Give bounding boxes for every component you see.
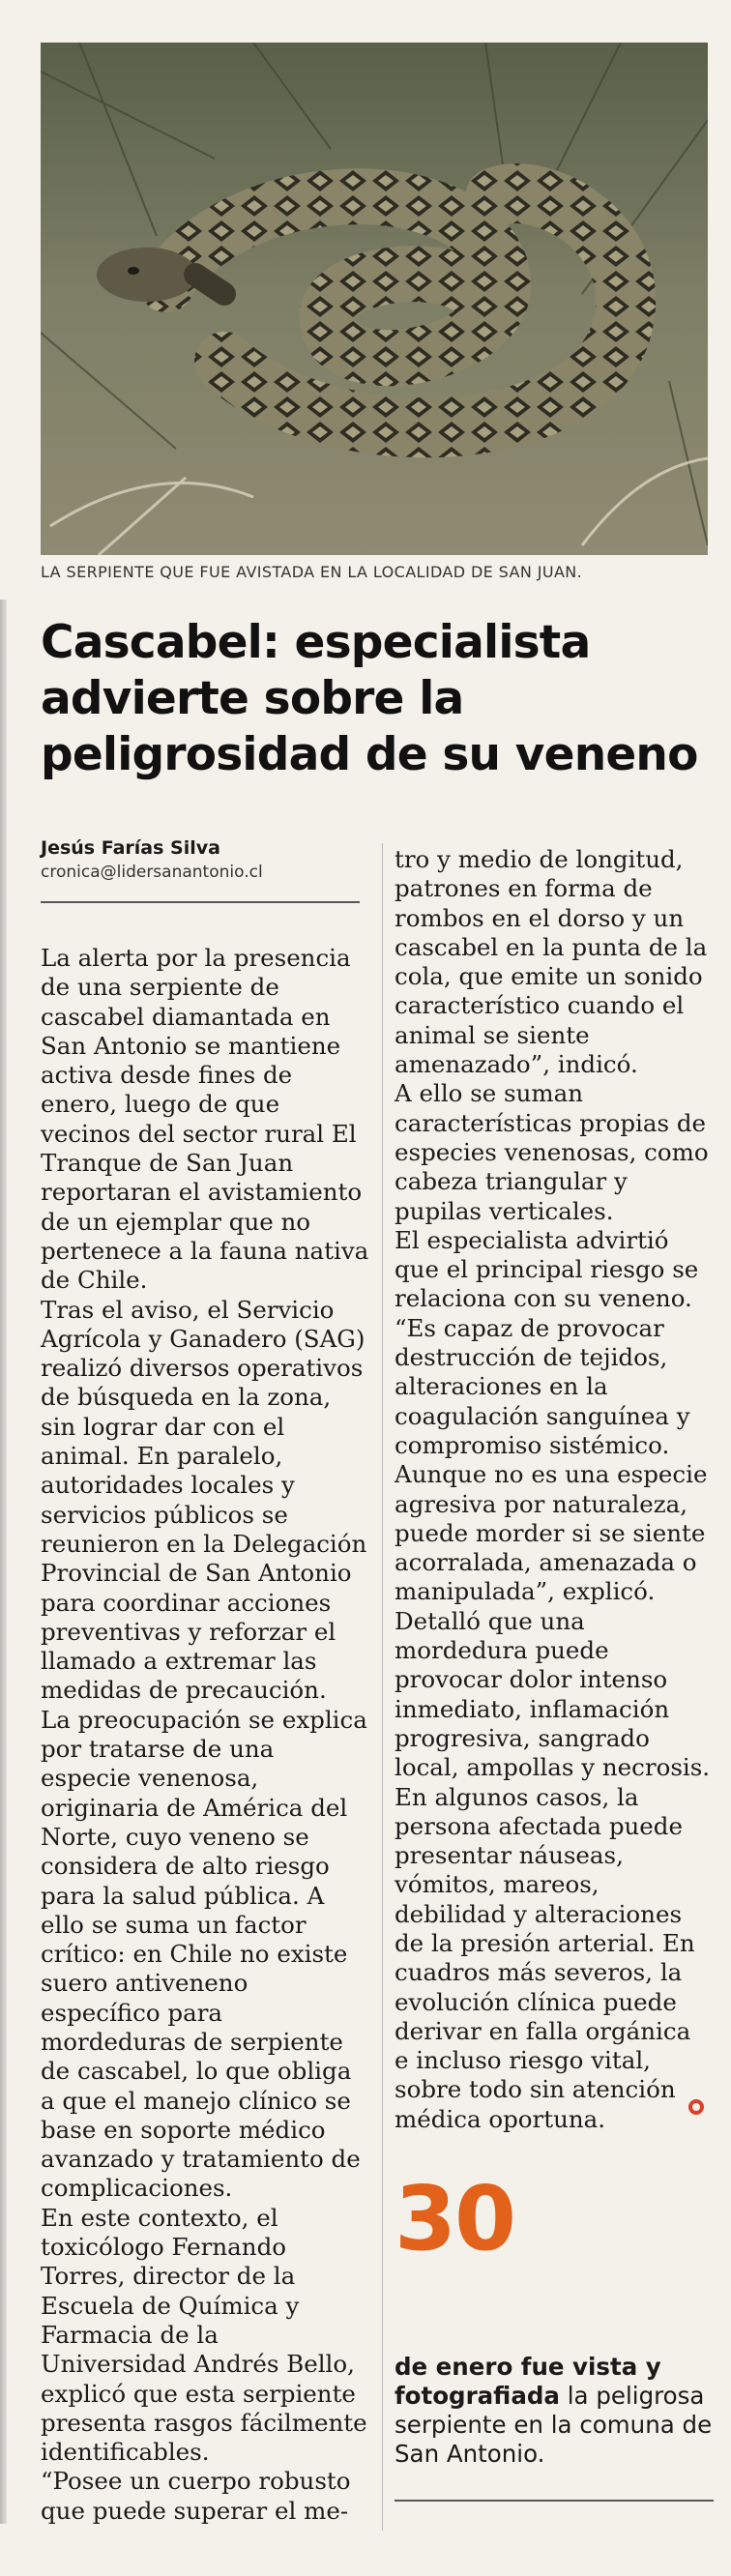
snake-illustration [41, 43, 708, 555]
byline [41, 837, 360, 882]
byline-email[interactable]: cronica@lidersanantonio.cl [41, 863, 263, 882]
page-edge-shadow [0, 600, 7, 2524]
paragraph: En este contexto, el toxicólogo Fernando Torres, director de la Escuela de Química y Farmacia de la Universidad Andrés Bello, explicó que esta serpiente presenta rasgos fácilmente identificables. [41, 2203, 367, 2467]
stat-number: 30 [395, 2167, 515, 2270]
paragraph: Detalló que una mordedura puede provocar dolor intenso inmediato, inflamación progresiva, sangrado local, ampollas y necrosis. En algunos casos, la persona afectada puede presentar náuseas, vómitos, mareos, debilidad y alteraciones de la presión arterial. En cuadros más severos, la evolución clínica puede derivar en falla orgánica e incluso riesgo vital, sobre todo sin atención médica oportuna. [395, 1606, 711, 2133]
body-column-right [395, 845, 712, 2134]
paragraph: A ello se suman características propias de especies venenosas, como cabeza triangular y pupilas verticales. [395, 1079, 709, 1225]
stat-rest-text: la peligrosa serpiente en la comuna de San Antonio. [395, 2382, 713, 2468]
paragraph: “Posee un cuerpo robusto que puede superar el me- [41, 2467, 351, 2525]
paragraph: Tras el aviso, el Servicio Agrícola y Ganadero (SAG) realizó diversos operativos de búsqueda en la zona, sin lograr dar con el animal. En paralelo, autoridades locales y servicios públicos se reunieron en la Delegación Provincial de San Antonio para coordinar acciones preventivas y reforzar el llamado a extremar las medidas de precaución. [41, 1295, 367, 1705]
stat-divider [395, 2500, 714, 2502]
byline-divider [41, 901, 360, 903]
paragraph: La preocupación se explica por tratarse de una especie venenosa, originaria de América del Norte, cuyo veneno se considera de alto riesgo para la salud pública. A ello se suma un factor crítico: en Chile no existe suero antiveneno específico para mordeduras de serpiente de cascabel, lo que obliga a que el manejo clínico se base en soporte médico avanzado y tratamiento de complicaciones. [41, 1705, 367, 2203]
stat-text [395, 2353, 714, 2469]
paragraph: La alerta por la presencia de una serpiente de cascabel diamantada en San Antonio se mantiene activa desde fines de enero, luego de que vecinos del sector rural El Tranque de San Juan reportaran el avistamiento de un ejemplar que no pertenece a la fauna nativa de Chile. [41, 944, 369, 1295]
stat-bold-text: de enero fue vista y fotografiada [395, 2353, 661, 2410]
snake-photo [41, 43, 708, 555]
headline: Cascabel: especialista advierte sobre la peligrosidad de su veneno [41, 616, 698, 781]
byline-author: Jesús Farías Silva [41, 837, 220, 859]
paragraph: tro y medio de longitud, patrones en forma de rombos en el dorso y un cascabel en la punta de la cola, que emite un sonido característico cuando el animal se siente amenazado”, indicó. [395, 845, 708, 1079]
body-column-left [41, 944, 369, 2526]
end-of-article-icon [688, 2099, 704, 2115]
column-divider [382, 843, 383, 2531]
paragraph: El especialista advirtió que el principal riesgo se relaciona con su veneno. “Es capaz de provocar destrucción de tejidos, alteraciones en la coagulación sanguínea y compromiso sistémico. Aunque no es una especie agresiva por naturaleza, puede morder si se siente acorralada, amenazada o manipulada”, explicó. [395, 1225, 708, 1606]
photo-caption: LA SERPIENTE QUE FUE AVISTADA EN LA LOCALIDAD DE SAN JUAN. [41, 563, 583, 581]
